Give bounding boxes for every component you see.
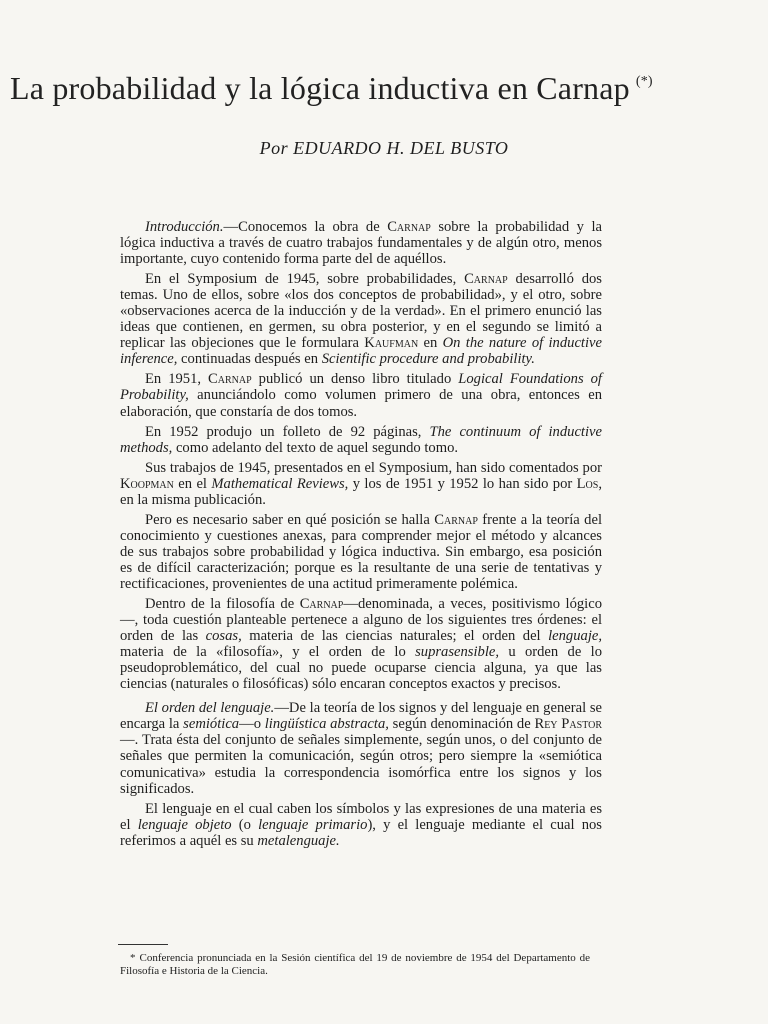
text-run: según denominación de: [388, 716, 535, 733]
text-run: u orden de lo pseudoproblemático, del cual no puede ocuparse ciencia alguna, ya que las ciencias (naturales o filosóficas) sólo encaran conceptos exactos y precisos.: [120, 644, 602, 693]
paragraph-symposium: [120, 271, 602, 367]
author-name: Koopman: [120, 475, 174, 492]
paragraph-comentarios: [120, 460, 602, 508]
paragraph-introduccion: [120, 219, 602, 267]
text-run: En 1951,: [145, 371, 209, 388]
text-run: desarrolló dos temas. Uno de ellos, sobre «los dos conceptos de probabilidad», y el otro, sobre «observaciones acerca de la inducción y de la verdad». En el primero enunció las ideas que contienen, en germen, su obra posterior, y en el segundo se limitó a replicar las objeciones que le formulara: [120, 271, 602, 352]
paragraph-1951: [120, 371, 602, 419]
emphasis: lenguaje primario: [258, 816, 368, 833]
paragraph-posicion: [120, 512, 602, 592]
text-run: (o: [231, 816, 259, 833]
text-run: Sus trabajos de 1945, presentados en el Symposium, han sido comentados por: [145, 459, 602, 476]
text-run: En 1952 produjo un folleto de 92 páginas,: [145, 423, 430, 440]
paragraph-1952: [120, 424, 602, 456]
author-name: Rey Pastor: [534, 716, 603, 733]
work-title: The continuum of inductive methods,: [120, 423, 602, 456]
text-run: En el Symposium de 1945, sobre probabilidades,: [145, 271, 465, 288]
author-name: Kaufman: [364, 335, 419, 352]
footnote-divider: [118, 944, 168, 945]
emphasis: suprasensible,: [415, 644, 500, 661]
text-run: en: [418, 335, 443, 352]
text-run: —o: [239, 716, 265, 733]
author-name: Carnap: [208, 371, 252, 388]
section-heading-introduccion: Introducción.: [145, 219, 224, 235]
emphasis: cosas,: [205, 628, 242, 645]
work-title: On the nature of inductive inference,: [120, 335, 602, 368]
text-run: , en la misma publicación.: [120, 475, 602, 508]
text-run: —Conocemos la obra de: [223, 219, 388, 235]
author-name: Carnap: [387, 219, 431, 235]
work-title: Scientific procedure and probability.: [321, 351, 535, 368]
author-name: Carnap: [299, 596, 344, 613]
title-text: La probabilidad y la lógica inductiva en Carnap: [10, 70, 630, 106]
author-name: Carnap: [434, 511, 478, 528]
emphasis: lenguaje,: [548, 628, 602, 645]
text-run: —. Trata ésta del conjunto de señales simplemente, según unos, o del conjunto de señales que permiten la comunicación, según otros; pero siempre la «semiótica comunicativa» estudia la correspondencia isomórfica entre los signos y los significados.: [120, 732, 602, 797]
text-run: materia de la «filosofía», y el orden de lo: [120, 644, 416, 661]
text-run: publicó un denso libro titulado: [251, 371, 459, 388]
text-run: —De la teoría de los signos y del lenguaje en general se encarga la: [120, 700, 602, 733]
text-run: ), y el lenguaje mediante el cual nos referimos a aquél es su: [120, 816, 602, 849]
text-run: continuadas después en: [177, 351, 322, 368]
paragraph-ordenes: [120, 596, 602, 692]
text-run: —denominada, a veces, positivismo lógico—, toda cuestión planteable pertenece a alguno de los siguientes tres órdenes: el orden de las: [120, 596, 602, 645]
author-name: Carnap: [464, 271, 508, 288]
emphasis: lingüística abstracta,: [264, 716, 389, 733]
text-run: El lenguaje en el cual caben los símbolos y las expresiones de una materia es el: [120, 800, 602, 833]
work-title: Mathematical Reviews,: [211, 475, 349, 492]
paragraph-orden-lenguaje: [120, 700, 602, 796]
article-body: [120, 219, 602, 849]
text-run: anunciándolo como volumen primero de una obra, entonces en elaboración, que constaría de dos tomos.: [120, 387, 602, 420]
article-title: [10, 70, 768, 107]
text-run: Pero es necesario saber en qué posición se halla: [145, 511, 435, 528]
text-run: sobre la probabilidad y la lógica inductiva a través de cuatro trabajos fundamentales y de algún otro, menos importante, cuyo contenido forma parte del de aquéllos.: [120, 219, 602, 268]
work-title: Logical Foundations of Probability,: [120, 371, 602, 404]
footnote-mark: *: [130, 952, 136, 964]
emphasis: semiótica: [183, 716, 240, 733]
paragraph-metalenguaje: [120, 801, 602, 849]
author-byline: Por EDUARDO H. DEL BUSTO: [259, 138, 509, 158]
title-footnote-mark: (*): [635, 74, 653, 89]
text-run: y los de 1951 y 1952 lo han sido por: [348, 475, 577, 492]
text-run: frente a la teoría del conocimiento y cuestiones anexas, para comprender mejor el método y alcances de sus trabajos sobre probabilidad y lógica inductiva. Sin embargo, esa posición es de difícil caracterización; porque es la resultante de una serie de tentativas y rectificaciones, provenientes de una actitud primeramente polémica.: [120, 511, 602, 592]
text-run: materia de las ciencias naturales; el orden del: [241, 628, 549, 645]
text-run: en el: [173, 475, 212, 492]
footnote: [120, 952, 590, 977]
text-run: Dentro de la filosofía de: [145, 596, 300, 613]
author-name: Los: [576, 475, 599, 492]
footnote-text: Conferencia pronunciada en la Sesión científica del 19 de noviembre de 1954 del Departamento de Filosofía e Historia de la Ciencia.: [120, 952, 590, 977]
emphasis: metalenguaje.: [257, 832, 340, 849]
emphasis: lenguaje objeto: [137, 816, 232, 833]
section-heading-orden-lenguaje: El orden del lenguaje.: [145, 700, 275, 717]
text-run: como adelanto del texto de aquel segundo tomo.: [172, 439, 459, 456]
